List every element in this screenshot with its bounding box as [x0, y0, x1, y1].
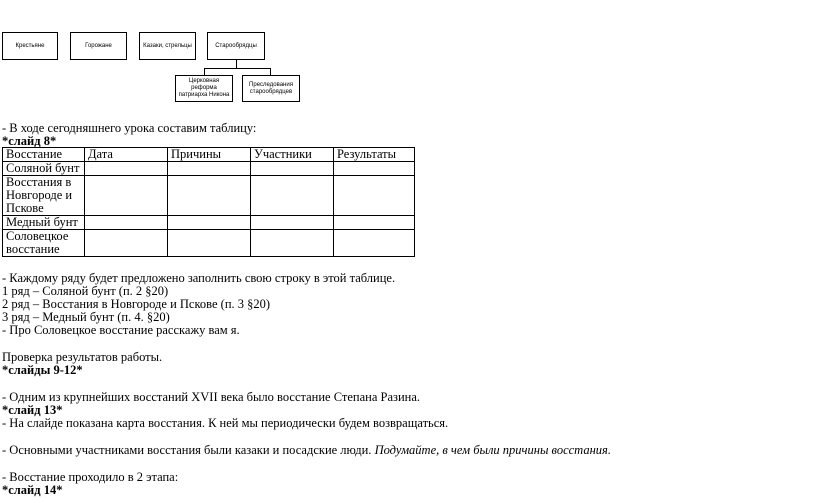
stages-slide: *слайд 14*	[2, 483, 63, 497]
header-cell: Участники	[251, 148, 334, 162]
check	[2, 351, 162, 377]
tasks	[2, 272, 395, 337]
participants-italic: Подумайте, в чем были причины восстания.	[374, 443, 611, 457]
empty-cell	[85, 176, 168, 216]
table-row	[3, 216, 415, 230]
participants	[2, 444, 611, 457]
box-peasants-label: Крестьяне	[15, 42, 45, 49]
uprisings-table	[2, 147, 415, 257]
check-slide: *слайды 9-12*	[2, 363, 83, 377]
stages	[2, 471, 178, 497]
box-nikon-reform-label: Церковная реформа патриарха Никона	[178, 78, 230, 98]
box-old-believers-label: Старообрядцы	[215, 42, 257, 49]
empty-cell	[251, 230, 334, 257]
empty-cell	[334, 176, 415, 216]
empty-cell	[85, 162, 168, 176]
intro-line: - В ходе сегодняшнего урока составим таблицу:	[2, 121, 257, 135]
participants-line	[2, 444, 611, 457]
razin-line: - Одним из крупнейших восстаний XVII века было восстание Степана Разина.	[2, 390, 420, 404]
empty-cell	[251, 216, 334, 230]
header-cell: Дата	[85, 148, 168, 162]
box-cossacks-label: Казаки, стрельцы	[143, 42, 192, 49]
header-cell: Восстание	[3, 148, 85, 162]
task-line: 2 ряд – Восстания в Новгороде и Пскове (п. 3 §20)	[2, 297, 271, 311]
box-townspeople-label: Горожане	[85, 42, 112, 49]
razin-slide: *слайд 13*	[2, 403, 63, 417]
intro	[2, 122, 256, 148]
connector-left	[204, 68, 205, 75]
stages-line: - Восстание проходило в 2 этапа:	[2, 470, 179, 484]
task-line: 3 ряд – Медный бунт (п. 4. §20)	[2, 310, 170, 324]
box-nikon-reform	[175, 75, 233, 102]
row-label: Соляной бунт	[3, 162, 85, 176]
table-header-row	[3, 148, 415, 162]
box-persecution	[242, 75, 300, 102]
intro-slide: *слайд 8*	[2, 134, 57, 148]
empty-cell	[168, 176, 251, 216]
row-label: Восстания в Новгороде и Пскове	[3, 176, 85, 216]
task-line: - Каждому ряду будет предложено заполнить свою строку в этой таблице.	[2, 271, 396, 285]
header-cell: Результаты	[334, 148, 415, 162]
task-line: 1 ряд – Соляной бунт (п. 2 §20)	[2, 284, 169, 298]
empty-cell	[168, 216, 251, 230]
check-line: Проверка результатов работы.	[2, 350, 163, 364]
box-townspeople	[70, 32, 127, 60]
participants-plain: - Основными участниками восстания были казаки и посадские люди.	[2, 443, 375, 457]
table-row	[3, 162, 415, 176]
empty-cell	[251, 176, 334, 216]
empty-cell	[85, 216, 168, 230]
box-peasants	[2, 32, 58, 60]
row-label: Медный бунт	[3, 216, 85, 230]
row-label: Соловецкое восстание	[3, 230, 85, 257]
connector-horizontal	[204, 68, 270, 69]
empty-cell	[334, 230, 415, 257]
empty-cell	[168, 230, 251, 257]
box-old-believers	[207, 32, 265, 60]
task-line: - Про Соловецкое восстание расскажу вам я.	[2, 323, 240, 337]
empty-cell	[168, 162, 251, 176]
empty-cell	[334, 216, 415, 230]
razin	[2, 391, 448, 430]
header-cell: Причины	[168, 148, 251, 162]
table-row	[3, 230, 415, 257]
connector-right	[270, 68, 271, 75]
razin-line: - На слайде показана карта восстания. К ней мы периодически будем возвращаться.	[2, 416, 449, 430]
empty-cell	[334, 162, 415, 176]
box-persecution-label: Преследования старообрядцев	[249, 81, 293, 95]
connector-vertical	[236, 60, 237, 68]
empty-cell	[85, 230, 168, 257]
table-row	[3, 176, 415, 216]
empty-cell	[251, 162, 334, 176]
box-cossacks	[139, 32, 196, 60]
